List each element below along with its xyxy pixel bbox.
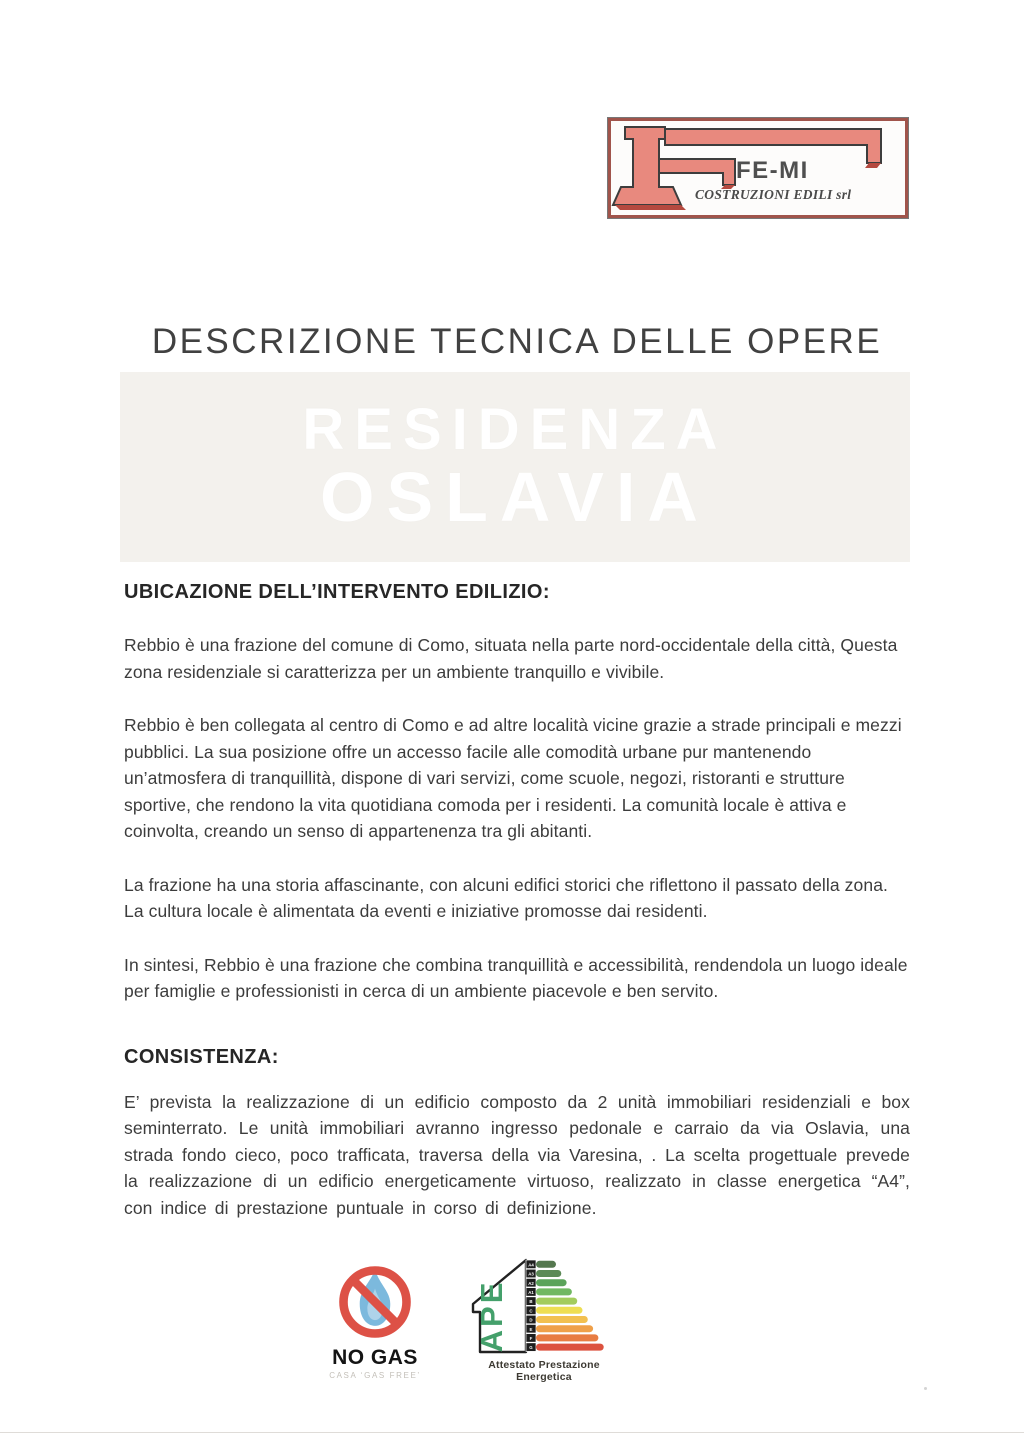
svg-text:B: B: [529, 1299, 533, 1305]
svg-text:E: E: [529, 1326, 533, 1332]
svg-text:A1: A1: [528, 1290, 534, 1295]
svg-text:G: G: [529, 1345, 533, 1351]
section-heading-consistenza: CONSISTENZA:: [124, 1045, 279, 1068]
ape-scale: [526, 1260, 604, 1351]
paragraph: La frazione ha una storia affascinante, con alcuni edifici storici che riflettono il passato della zona. La cultura locale è alimentata da eventi e iniziative promosse dai residenti.: [124, 874, 888, 921]
paragraph: Rebbio è ben collegata al centro di Como e ad altre località vicine grazie a strade principali e mezzi pubblici. La sua posizione offre un accesso facile alle comodità urbane pur mantenendo un’atmosfera di tranquillità, dispone di vari servizi, come scuole, negozi, ristoranti e strutture sportive, che rendono la vita quotidiana comoda per i residenti. La comunità locale è attiva e coinvolta, creando un senso di appartenenza tra gli abitanti.: [124, 715, 902, 841]
ape-label: APE: [474, 1279, 509, 1353]
svg-text:D: D: [529, 1317, 533, 1323]
svg-text:A4: A4: [528, 1262, 534, 1268]
ape-house-energy-icon: [462, 1252, 626, 1356]
ape-logo: [462, 1252, 626, 1383]
paragraph: In sintesi, Rebbio è una frazione che combina tranquillità e accessibilità, rendendola un luogo ideale per famiglie e professionisti in cerca di un ambiente piacevole e ben servito.: [124, 954, 908, 1001]
no-gas-sublabel: CASA ‘GAS FREE’: [329, 1371, 421, 1380]
ape-caption: Attestato Prestazione Energetica: [488, 1359, 600, 1383]
no-gas-logo: [320, 1260, 430, 1380]
scan-artifact-line: [0, 1432, 1024, 1433]
paragraph: E’ prevista la realizzazione di un edificio composto da 2 unità immobiliari residenziali e box seminterrato. Le unità immobiliari avranno ingresso pedonale e carraio da via Oslavia, una strada fondo cieco, poco trafficata, traversa della via Varesina, . La scelta progettuale prevede la realizzazione di un edificio energeticamente virtuoso, realizzato in classe energetica “A4”, con indice di prestazione puntuale in corso di definizione.: [124, 1091, 910, 1218]
no-gas-label: NO GAS: [332, 1346, 418, 1369]
no-gas-prohibition-icon: [332, 1260, 418, 1344]
watermark-line-1: RESIDENZA: [302, 396, 728, 462]
company-name: FE-MI: [736, 157, 809, 184]
watermark-line-2: OSLAVIA: [320, 457, 710, 536]
document-body: [124, 580, 910, 1248]
svg-text:A2: A2: [528, 1280, 534, 1286]
scan-artifact-dot: [924, 1387, 927, 1390]
residenza-oslavia-watermark: [120, 372, 910, 562]
section-heading-ubicazione: UBICAZIONE DELL’INTERVENTO EDILIZIO:: [124, 581, 550, 603]
svg-text:A3: A3: [528, 1271, 534, 1277]
paragraph: Rebbio è una frazione del comune di Como, situata nella parte nord-occidentale della città, Questa zona residenziale si caratterizza per un ambiente tranquillo e vivibile.: [124, 635, 898, 682]
svg-text:F: F: [529, 1336, 533, 1341]
svg-text:C: C: [529, 1308, 533, 1314]
company-subtitle: COSTRUZIONI EDILI srl: [695, 187, 852, 202]
femi-logo: [608, 118, 908, 218]
document-title: DESCRIZIONE TECNICA DELLE OPERE: [151, 322, 883, 361]
